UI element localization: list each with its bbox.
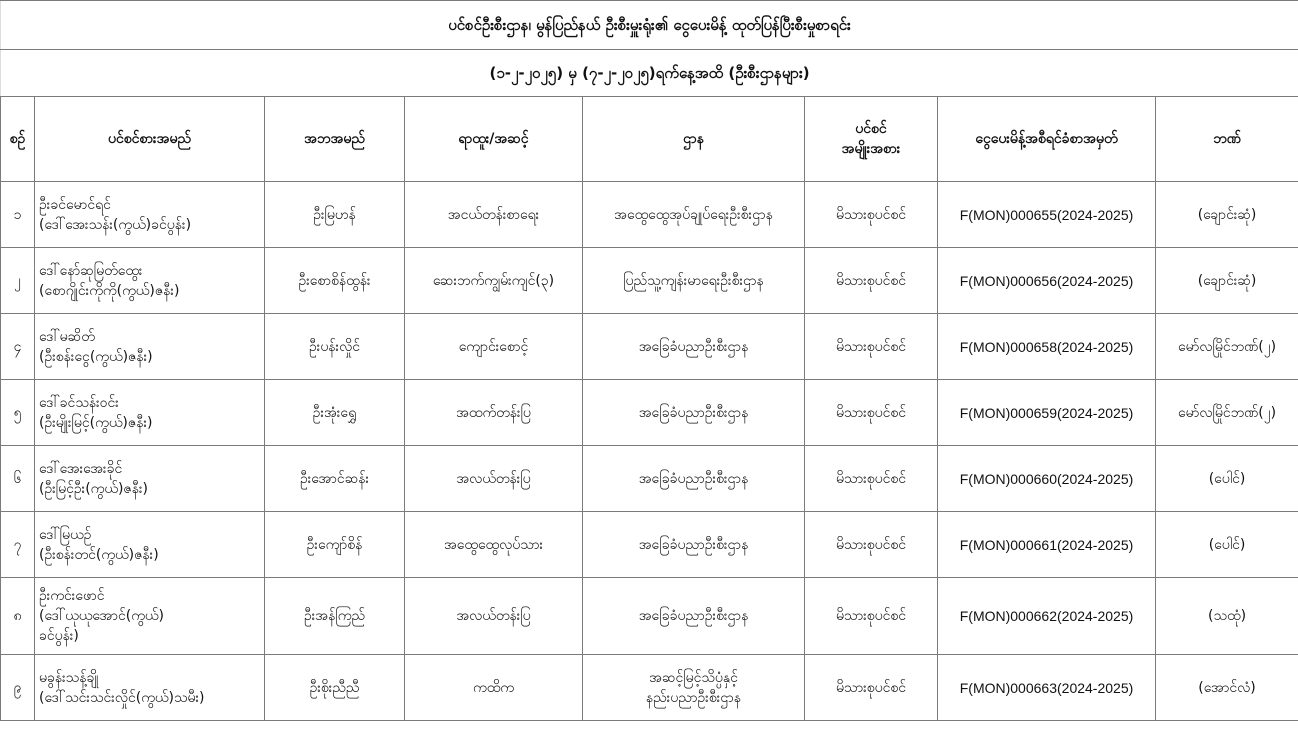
cell-pension-type[interactable]: မိသားစုပင်စင် bbox=[805, 446, 938, 512]
header-department[interactable]: ဌာန bbox=[583, 97, 805, 182]
relation-note: (ဒေါ်ယုယုအောင်(ကွယ်) bbox=[39, 608, 164, 624]
cell-no[interactable]: ၆ bbox=[1, 446, 35, 512]
cell-payment-order[interactable]: F(MON)000663(2024-2025) bbox=[938, 655, 1156, 721]
relation-note: (စောဂျိုင်းကိုကို(ကွယ်)ဇနီး) bbox=[39, 282, 180, 299]
cell-pensioner-name[interactable] bbox=[35, 248, 265, 314]
cell-no[interactable]: ၄ bbox=[1, 314, 35, 380]
cell-pensioner-name[interactable] bbox=[35, 446, 265, 512]
cell-rank[interactable]: အထွေထွေလုပ်သား bbox=[405, 512, 583, 578]
relation-note: (ဦးမြင့်ဦး(ကွယ်)ဇနီး) bbox=[39, 480, 149, 497]
relation-note: (ဦးစန်းတင်(ကွယ်)ဇနီး) bbox=[39, 546, 159, 563]
relation-note: (ဒေါ်သင်းသင်းလှိုင်(ကွယ်)သမီး) bbox=[39, 689, 205, 706]
cell-rank[interactable]: ကျောင်းစောင့် bbox=[405, 314, 583, 380]
pensioner-name: ဒေါ်မြယဉ် bbox=[39, 526, 92, 543]
pensioner-name: ဦးကင်းဖောင် bbox=[39, 588, 105, 604]
cell-rank[interactable]: အလယ်တန်းပြ bbox=[405, 446, 583, 512]
cell-bank[interactable]: (ပေါင်) bbox=[1156, 446, 1298, 512]
cell-payment-order[interactable]: F(MON)000662(2024-2025) bbox=[938, 578, 1156, 655]
header-bank[interactable]: ဘဏ် bbox=[1156, 97, 1298, 182]
pensioner-name: ဒေါ်ခင်သန်းဝင်း bbox=[39, 394, 119, 411]
cell-father-name[interactable]: ဦးစိုးညီညီ bbox=[265, 655, 405, 721]
cell-department[interactable]: အခြေခံပညာဦးစီးဌာန bbox=[583, 380, 805, 446]
cell-rank[interactable]: ကထိက bbox=[405, 655, 583, 721]
cell-rank[interactable]: ဆေးဘက်ကျွမ်းကျင်(၃) bbox=[405, 248, 583, 314]
cell-father-name[interactable]: ဦးအန်ကြည် bbox=[265, 578, 405, 655]
cell-pension-type[interactable]: မိသားစုပင်စင် bbox=[805, 578, 938, 655]
relation-note: (ဦးစန်းငွေ(ကွယ်)ဇနီး) bbox=[39, 348, 153, 365]
cell-bank[interactable]: (သထုံ) bbox=[1156, 578, 1298, 655]
header-father-name[interactable]: အဘအမည် bbox=[265, 97, 405, 182]
cell-pensioner-name[interactable] bbox=[35, 314, 265, 380]
table-row bbox=[1, 314, 1298, 380]
cell-rank[interactable]: အလယ်တန်းပြ bbox=[405, 578, 583, 655]
table-row bbox=[1, 248, 1298, 314]
header-payment-order[interactable]: ငွေပေးမိန့်အစီရင်ခံစာအမှတ် bbox=[938, 97, 1156, 182]
table-row bbox=[1, 380, 1298, 446]
pensioner-name: ဦးခင်မောင်ရင် bbox=[39, 196, 111, 213]
cell-department[interactable]: အထွေထွေအုပ်ချုပ်ရေးဦးစီးဌာန bbox=[583, 182, 805, 248]
cell-father-name[interactable]: ဦးကျော်စိန် bbox=[265, 512, 405, 578]
sheet-subtitle[interactable]: (၁-၂-၂၀၂၅) မှ (၇-၂-၂၀၂၅)ရက်နေ့အထိ (ဦးစီးဌာနများ) bbox=[1, 50, 1298, 97]
table-row bbox=[1, 182, 1298, 248]
cell-no[interactable]: ၈ bbox=[1, 578, 35, 655]
relation-note: (ဒေါ်အေးသန်း(ကွယ်)ခင်ပွန်း) bbox=[39, 216, 192, 233]
cell-payment-order[interactable]: F(MON)000655(2024-2025) bbox=[938, 182, 1156, 248]
cell-pensioner-name[interactable] bbox=[35, 182, 265, 248]
cell-department[interactable]: ပြည်သူ့ကျန်းမာရေးဦးစီးဌာန bbox=[583, 248, 805, 314]
cell-payment-order[interactable]: F(MON)000656(2024-2025) bbox=[938, 248, 1156, 314]
cell-bank[interactable]: (အောင်လံ) bbox=[1156, 655, 1298, 721]
cell-payment-order[interactable]: F(MON)000660(2024-2025) bbox=[938, 446, 1156, 512]
table-row bbox=[1, 512, 1298, 578]
table-row bbox=[1, 655, 1298, 721]
cell-department[interactable]: အခြေခံပညာဦးစီးဌာန bbox=[583, 314, 805, 380]
cell-bank[interactable]: မော်လမြိုင်ဘဏ်(၂) bbox=[1156, 380, 1298, 446]
cell-no[interactable]: ၇ bbox=[1, 512, 35, 578]
table-row bbox=[1, 446, 1298, 512]
cell-pension-type[interactable]: မိသားစုပင်စင် bbox=[805, 512, 938, 578]
cell-bank[interactable]: (ချောင်းဆုံ) bbox=[1156, 182, 1298, 248]
cell-payment-order[interactable]: F(MON)000658(2024-2025) bbox=[938, 314, 1156, 380]
cell-father-name[interactable]: ဦးအုံးရွှေ bbox=[265, 380, 405, 446]
cell-no[interactable]: ၁ bbox=[1, 182, 35, 248]
cell-rank[interactable]: အထက်တန်းပြ bbox=[405, 380, 583, 446]
cell-department[interactable]: အခြေခံပညာဦးစီးဌာန bbox=[583, 512, 805, 578]
cell-pension-type[interactable]: မိသားစုပင်စင် bbox=[805, 380, 938, 446]
cell-department[interactable]: အခြေခံပညာဦးစီးဌာန bbox=[583, 446, 805, 512]
table-row bbox=[1, 578, 1298, 655]
cell-bank[interactable]: မော်လမြိုင်ဘဏ်(၂) bbox=[1156, 314, 1298, 380]
sheet-title[interactable]: ပင်စင်ဦးစီးဌာန၊ မွန်ပြည်နယ် ဦးစီးမှူးရုံး၏ ငွေပေးမိန့် ထုတ်ပြန်ပြီးစီးမှုစာရင်း bbox=[1, 1, 1298, 50]
cell-no[interactable]: ၅ bbox=[1, 380, 35, 446]
header-rank[interactable]: ရာထူး/အဆင့် bbox=[405, 97, 583, 182]
relation-note-continued: ခင်ပွန်း) bbox=[39, 628, 79, 644]
pensioner-name: ဒေါ်နော်ဆုမြတ်ထွေး bbox=[39, 262, 143, 279]
cell-department[interactable]: အခြေခံပညာဦးစီးဌာန bbox=[583, 578, 805, 655]
cell-rank[interactable]: အငယ်တန်းစာရေး bbox=[405, 182, 583, 248]
cell-bank[interactable]: (ချောင်းဆုံ) bbox=[1156, 248, 1298, 314]
department-line2: နည်းပညာဦးစီးဌာန bbox=[645, 689, 742, 706]
pensioner-name: ဒေါ်မဆိတ် bbox=[39, 328, 95, 345]
cell-pensioner-name[interactable] bbox=[35, 380, 265, 446]
cell-no[interactable]: ၂ bbox=[1, 248, 35, 314]
cell-pension-type[interactable]: မိသားစုပင်စင် bbox=[805, 314, 938, 380]
cell-pensioner-name[interactable] bbox=[35, 512, 265, 578]
header-row bbox=[1, 97, 1298, 182]
header-pensioner-name[interactable]: ပင်စင်စားအမည် bbox=[35, 97, 265, 182]
cell-pensioner-name[interactable] bbox=[35, 578, 265, 655]
cell-pensioner-name[interactable] bbox=[35, 655, 265, 721]
cell-pension-type[interactable]: မိသားစုပင်စင် bbox=[805, 655, 938, 721]
cell-father-name[interactable]: ဦးစောစိန်ထွန်း bbox=[265, 248, 405, 314]
cell-payment-order[interactable]: F(MON)000659(2024-2025) bbox=[938, 380, 1156, 446]
cell-father-name[interactable]: ဦးအောင်ဆန်း bbox=[265, 446, 405, 512]
pensioner-name: ဒေါ်အေးအေးခိုင် bbox=[39, 460, 123, 477]
cell-no[interactable]: ၉ bbox=[1, 655, 35, 721]
department-line1: အဆင့်မြင့်သိပ္ပံနှင့် bbox=[649, 669, 738, 686]
cell-bank[interactable]: (ပေါင်) bbox=[1156, 512, 1298, 578]
relation-note: (ဦးမျိုးမြင့်(ကွယ်)ဇနီး) bbox=[39, 414, 153, 431]
pensioner-name: မခွန်းသန့်ချို bbox=[39, 669, 99, 686]
header-pension-type-line2: အမျိုးအစား bbox=[841, 141, 901, 157]
cell-pension-type[interactable]: မိသားစုပင်စင် bbox=[805, 248, 938, 314]
header-no[interactable]: စဉ် bbox=[1, 97, 35, 182]
cell-payment-order[interactable]: F(MON)000661(2024-2025) bbox=[938, 512, 1156, 578]
header-pension-type-line1: ပင်စင် bbox=[855, 121, 887, 137]
cell-father-name[interactable]: ဦးမြဟန် bbox=[265, 182, 405, 248]
cell-father-name[interactable]: ဦးပန်းလှိုင် bbox=[265, 314, 405, 380]
cell-department[interactable] bbox=[583, 655, 805, 721]
header-pension-type[interactable] bbox=[805, 97, 938, 182]
cell-pension-type[interactable]: မိသားစုပင်စင် bbox=[805, 182, 938, 248]
